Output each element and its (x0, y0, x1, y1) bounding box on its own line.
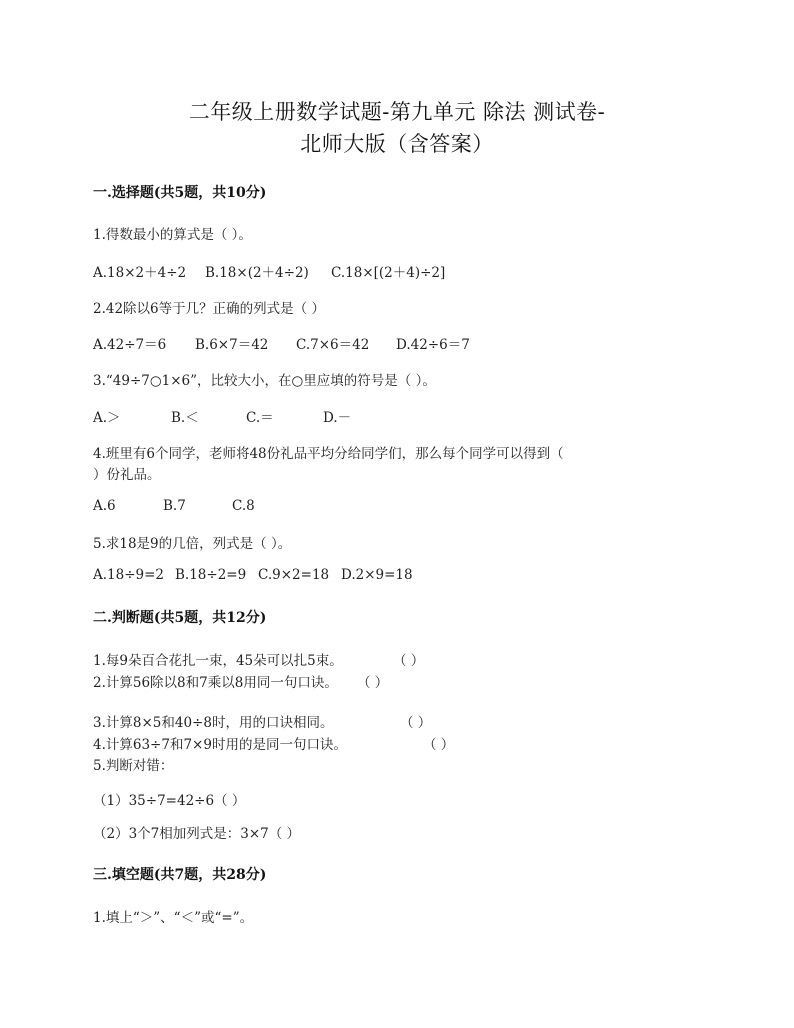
option-b: B.＜ (171, 410, 199, 426)
fill-in-item-1: 1.填上“＞”、“＜”或“=”。 (93, 910, 254, 926)
answer-blank: （ ） (400, 715, 432, 731)
option-c: C.18×[(2＋4)÷2] (331, 265, 446, 281)
option-b: B.18×(2＋4÷2) (205, 265, 309, 281)
question-4-stem: 4.班里有6个同学，老师将48份礼品平均分给同学们，那么每个同学可以得到（ (93, 446, 564, 462)
judgement-item-5: 5.判断对错： (93, 758, 174, 774)
option-a: A.18×2＋4÷2 (93, 265, 187, 281)
option-c: C.9×2=18 (258, 567, 330, 583)
option-d: D.2×9=18 (341, 567, 413, 583)
document-title-line-2: 北师大版（含答案） (300, 132, 494, 156)
section-heading-fill-in: 三.填空题(共7题，共28分) (93, 867, 267, 883)
judgement-item-1-text: 1.每9朵百合花扎一束，45朵可以扎5束。 (93, 653, 343, 669)
question-1-stem: 1.得数最小的算式是（ ）。 (93, 227, 252, 243)
judgement-item-1 (93, 649, 425, 669)
judgement-subitem-2: （2）3个7相加列式是：3×7（ ） (93, 826, 301, 842)
option-c: C.＝ (246, 410, 274, 426)
judgement-item-2-text: 2.计算56除以8和7乘以8用同一句口诀。 (93, 675, 338, 691)
question-5-stem: 5.求18是9的几倍，列式是（ ）。 (93, 536, 292, 552)
judgement-item-3 (93, 711, 432, 731)
judgement-item-2 (93, 671, 389, 691)
option-a: A.6 (93, 498, 116, 514)
judgement-subitem-1: （1）35÷7=42÷6（ ） (93, 793, 246, 809)
option-b: B.6×7＝42 (195, 337, 269, 353)
judgement-item-4-text: 4.计算63÷7和7×9时用的是同一句口诀。 (93, 737, 347, 753)
option-c: C.7×6＝42 (296, 337, 370, 353)
section-heading-true-false: 二.判断题(共5题，共12分) (93, 610, 267, 626)
question-3-stem: 3.“49÷7○1×6”，比较大小，在○里应填的符号是（ ）。 (93, 373, 436, 389)
answer-blank: （ ） (357, 675, 389, 691)
option-a: A.42÷7＝6 (93, 337, 167, 353)
option-b: B.7 (163, 498, 186, 514)
option-d: D.42÷6＝7 (396, 337, 470, 353)
judgement-item-4 (93, 733, 455, 753)
judgement-item-3-text: 3.计算8×5和40÷8时，用的口诀相同。 (93, 715, 334, 731)
section-heading-multiple-choice: 一.选择题(共5题，共10分) (93, 185, 267, 201)
option-c: C.8 (232, 498, 255, 514)
question-2-stem: 2.42除以6等于几？正确的列式是（ ） (93, 301, 325, 317)
document-title-line-1: 二年级上册数学试题-第九单元 除法 测试卷- (188, 100, 606, 124)
answer-blank: （ ） (393, 653, 425, 669)
question-4-stem-continued: ）份礼品。 (93, 467, 161, 483)
option-b: B.18÷2=9 (175, 567, 247, 583)
option-a: A.＞ (93, 410, 121, 426)
answer-blank: （ ） (423, 737, 455, 753)
option-d: D.－ (323, 410, 352, 426)
option-a: A.18÷9=2 (93, 567, 165, 583)
